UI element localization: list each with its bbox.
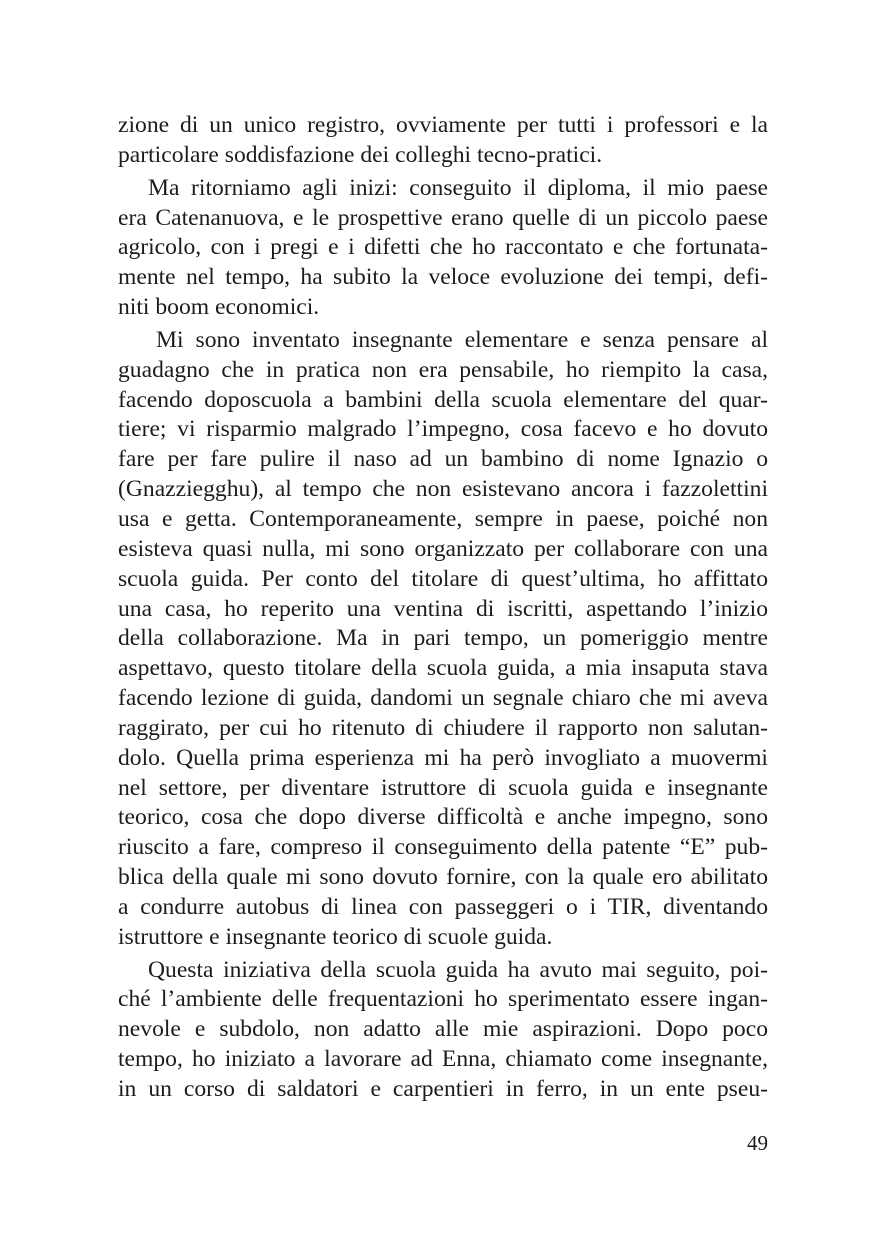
text-line: tiere; vi risparmio malgrado l’impegno, cosa facevo e ho dovuto [118,416,768,443]
text-line: riuscito a fare, compreso il conseguimento della patente “E” pub- [118,834,768,861]
text-line: dolo. Quella prima esperienza mi ha però invogliato a muovermi [118,744,768,771]
text-line: blica della quale mi sono dovuto fornire, con la quale ero abilitato [118,864,768,891]
text-line: fare per fare pulire il naso ad un bambino di nome Ignazio o [118,446,768,473]
text-line: particolare soddisfazione dei colleghi tecno-pratici. [118,141,603,168]
text-line: era Catenanuova, e le prospettive erano quelle di un piccolo paese [118,204,768,231]
text-line: una casa, ho reperito una ventina di iscritti, aspettando l’inizio [118,595,768,622]
text-line: nel settore, per diventare istruttore di scuola guida e insegnante [118,774,768,801]
text-line: ché l’ambiente delle frequentazioni ho sperimentato essere ingan- [118,986,768,1013]
paragraph-2 [118,174,768,323]
text-line: teorico, cosa che dopo diverse difficoltà e anche impegno, sono [118,804,768,831]
text-line: mente nel tempo, ha subito la veloce evoluzione dei tempi, defi- [118,264,768,291]
body-text [118,111,768,1105]
text-line: usa e getta. Contemporaneamente, sempre in paese, poiché non [118,505,768,532]
text-line: a condurre autobus di linea con passeggeri o i TIR, diventando [118,893,768,920]
text-line: nevole e subdolo, non adatto alle mie aspirazioni. Dopo poco [118,1016,768,1043]
text-line: scuola guida. Per conto del titolare di quest’ultima, ho affittato [118,565,768,592]
paragraph-4 [118,956,768,1105]
page-number: 49 [747,1131,768,1155]
text-line: (Gnazziegghu), al tempo che non esistevano ancora i fazzolettini [118,476,768,503]
text-line: raggirato, per cui ho ritenuto di chiudere il rapporto non salutan- [118,714,768,741]
text-line: facendo lezione di guida, dandomi un segnale chiaro che mi aveva [118,685,768,712]
text-line: Mi sono inventato insegnante elementare e senza pensare al [156,326,768,353]
text-line: aspettavo, questo titolare della scuola guida, a mia insaputa stava [118,655,768,682]
text-line: agricolo, con i pregi e i difetti che ho raccontato e che fortunata- [118,234,768,261]
text-line: esisteva quasi nulla, mi sono organizzato per collaborare con una [118,535,768,562]
paragraph-3 [118,326,768,953]
text-line: Questa iniziativa della scuola guida ha avuto mai seguito, poi- [148,956,768,983]
text-line: in un corso di saldatori e carpentieri in ferro, in un ente pseu- [118,1076,768,1102]
text-line: niti boom economici. [118,294,320,321]
text-line: facendo doposcuola a bambini della scuola elementare del quar- [118,386,768,413]
text-line: della collaborazione. Ma in pari tempo, un pomeriggio mentre [118,625,768,652]
text-line: istruttore e insegnante teorico di scuole guida. [118,923,553,950]
text-line: Ma ritorniamo agli inizi: conseguito il diploma, il mio paese [148,174,768,201]
text-line: zione di un unico registro, ovviamente per tutti i professori e la [118,112,768,138]
text-line: tempo, ho iniziato a lavorare ad Enna, chiamato come insegnante, [118,1046,768,1073]
paragraph-1 [118,111,768,171]
text-line: guadagno che in pratica non era pensabile, ho riempito la casa, [118,356,768,383]
